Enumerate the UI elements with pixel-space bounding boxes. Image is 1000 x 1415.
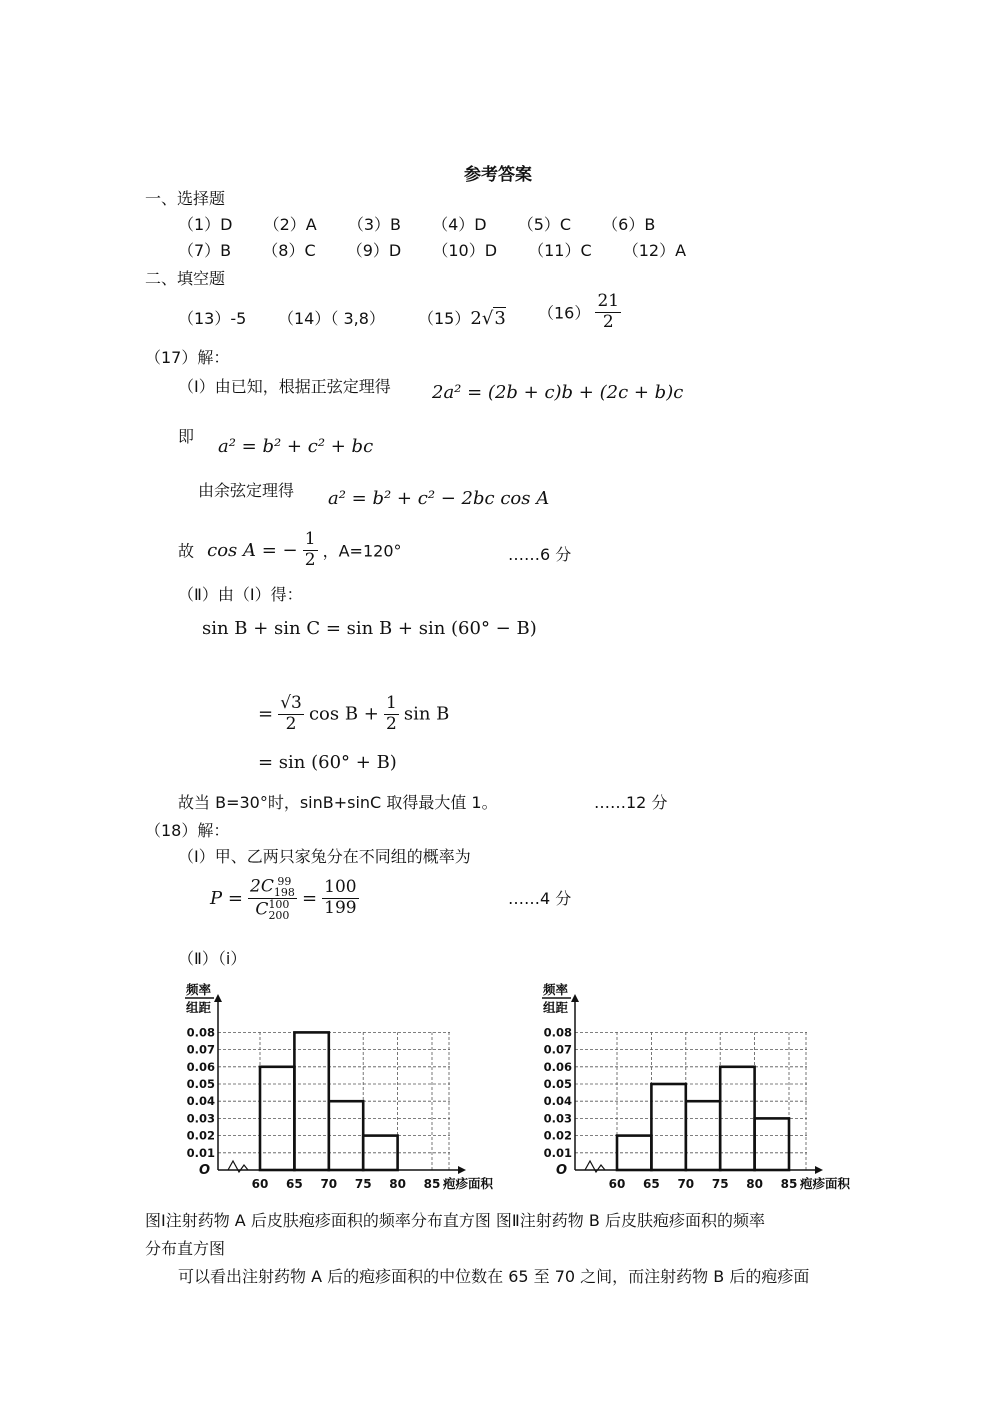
answer-9: （9）D: [346, 241, 402, 260]
y-tick-label: 0.05: [186, 1077, 215, 1091]
x-tick-label: 60: [251, 1177, 269, 1191]
answer-3: （3）B: [347, 215, 402, 234]
y-axis-label-top: 频率: [186, 982, 212, 997]
y-tick-label: 0.08: [543, 1025, 572, 1040]
answer-13: （13）-5: [178, 309, 247, 328]
x-tick-label: 80: [389, 1177, 406, 1191]
answer-16-fraction: [595, 292, 621, 332]
q18-p-den-sup: 100: [268, 898, 290, 911]
x-axis-arrow: [458, 1166, 466, 1174]
answer-15: （15）2√3: [418, 308, 506, 329]
answer-7: （7）B: [178, 241, 232, 260]
y-tick-label: 0.02: [543, 1128, 572, 1143]
q17-eq3: a² = b² + c² − 2bc cos A: [328, 488, 550, 509]
q17-score-12: ……12 分: [594, 793, 668, 812]
x-axis-arrow: [815, 1166, 823, 1174]
answer-15-radicand: 3: [494, 308, 506, 329]
y-tick-label: 0.03: [543, 1111, 572, 1126]
q17-eq5-frac2: [384, 694, 399, 734]
y-axis-label-bottom: 组距: [186, 1000, 212, 1015]
answer-8: （8）C: [262, 241, 316, 260]
figure-caption-cont: 分布直方图: [145, 1239, 226, 1258]
q17-cosA-line: [178, 530, 402, 570]
q17-eq5-mid: cos B +: [308, 703, 379, 725]
q18-score-4: ……4 分: [508, 889, 572, 908]
page-title: 参考答案: [464, 165, 532, 185]
answer-12: （12）A: [622, 241, 687, 260]
y-axis-label-top: 频率: [543, 982, 569, 997]
x-tick-label: 65: [643, 1177, 660, 1191]
q18-p-result: [322, 878, 358, 918]
q17-ji: 即: [178, 427, 195, 446]
answer-6: （6）B: [602, 215, 656, 234]
q18-p-den-sub: 200: [268, 909, 290, 922]
section-heading-fill: 二、填空题: [145, 269, 226, 288]
q18-p-num-sup: 99: [277, 875, 292, 888]
y-tick-label: 0.06: [543, 1059, 572, 1074]
section-heading-choice: 一、选择题: [145, 189, 226, 208]
q18-p-result-num: 100: [324, 877, 357, 898]
origin-label: O: [198, 1163, 210, 1178]
y-tick-label: 0.07: [186, 1042, 215, 1057]
x-tick-label: 65: [286, 1177, 303, 1191]
y-tick-label: 0.01: [186, 1145, 215, 1160]
x-tick-label: 70: [677, 1177, 695, 1191]
answer-15-coef: 2: [470, 308, 482, 329]
x-tick-label: 75: [711, 1177, 729, 1191]
origin-label: O: [555, 1163, 567, 1178]
q17-cosA-num: 1: [304, 529, 316, 549]
q17-part1-text: （Ⅰ）由已知，根据正弦定理得: [178, 377, 391, 396]
q18-p-eq: P =: [210, 888, 243, 909]
answer-15-label: （15）: [418, 309, 471, 328]
q18-p-fraction: [248, 876, 297, 921]
q17-part2-text: （Ⅱ）由（Ⅰ）得：: [178, 585, 303, 604]
answer-10: （10）D: [432, 241, 498, 260]
answers-row-2: [178, 238, 712, 261]
q17-cosA: cos A = −: [207, 539, 298, 561]
answer-1: （1）D: [178, 215, 233, 234]
histogram-bar: [755, 1118, 789, 1170]
q17-eq5-end: sin B: [403, 703, 450, 725]
histogram-drug-a: [178, 978, 518, 1200]
q18-probability-eq: P = 2C 99 198 C 100 200 = $\frac{100}{199}$: [210, 875, 357, 922]
q17-eq5-num2: 1: [385, 693, 397, 713]
answer-16-numerator: 21: [597, 291, 620, 311]
q17-score-6: ……6 分: [508, 545, 572, 564]
q17-conclusion: 故当 B=30°时，sinB+sinC 取得最大值 1。: [178, 793, 498, 812]
y-tick-label: 0.08: [186, 1025, 215, 1040]
y-tick-label: 0.06: [186, 1059, 215, 1074]
x-tick-label: 85: [423, 1177, 441, 1191]
q17-cosA-fraction: [303, 530, 318, 570]
q18-part1-text: （Ⅰ）甲、乙两只家兔分在不同组的概率为: [178, 847, 471, 866]
x-tick-label: 80: [746, 1177, 763, 1191]
q17-eq6: = sin (60° + B): [258, 752, 397, 773]
y-tick-label: 0.07: [543, 1042, 572, 1057]
y-tick-label: 0.05: [543, 1077, 572, 1091]
y-axis-arrow: [214, 994, 222, 1002]
q17-eq4: sin B + sin C = sin B + sin (60° − B): [202, 618, 537, 639]
y-tick-label: 0.01: [543, 1145, 572, 1160]
answer-2: （2）A: [263, 215, 317, 234]
q17-eq2: a² = b² + c² + bc: [218, 436, 374, 457]
q18-p-result-den: 199: [324, 898, 357, 918]
q17-eq5-frac1: [278, 694, 304, 734]
x-axis-label: 疱疹面积: [442, 1176, 494, 1191]
histogram-bar: [651, 1084, 685, 1170]
q17-eq1: 2a² = (2b + c)b + (2c + b)c: [432, 382, 684, 403]
q17-eq5: = $\frac{√3}{2}$ cos B + $\frac{1}{2}$ sin B: [258, 693, 450, 734]
q17-eq5-num1: √3: [280, 693, 302, 713]
y-tick-label: 0.03: [186, 1111, 215, 1126]
q17-label: （17）解：: [145, 348, 230, 367]
x-axis-label: 疱疹面积: [799, 1176, 851, 1191]
q18-p-num-coef: 2C: [250, 876, 274, 897]
answer-16-label: （16）: [538, 303, 591, 323]
x-tick-label: 60: [608, 1177, 626, 1191]
q17-cosA-den: 2: [304, 549, 316, 570]
q18-p-den-c: C: [255, 899, 269, 920]
q17-cos-law-text: 由余弦定理得: [198, 481, 295, 500]
q17-A-result: ，A=120°: [322, 541, 402, 561]
answer-5: （5）C: [517, 215, 572, 234]
y-axis-label-bottom: 组距: [543, 1000, 569, 1015]
y-tick-label: 0.04: [543, 1094, 572, 1109]
q17-eq5-den1: 2: [285, 713, 297, 734]
answer-14: （14）（ 3,8）: [278, 309, 385, 328]
x-tick-label: 70: [320, 1177, 338, 1191]
answer-11: （11）C: [528, 241, 592, 260]
answer-16: [538, 292, 621, 332]
q17-eq5-den2: 2: [385, 713, 397, 734]
answers-row-1: [178, 212, 681, 235]
y-tick-label: 0.04: [186, 1094, 215, 1109]
histogram-drug-b: [535, 978, 880, 1200]
q18-label: （18）解：: [145, 821, 230, 840]
q18-p-num-sub: 198: [273, 886, 295, 899]
answer-4: （4）D: [432, 215, 487, 234]
figure-caption: 图Ⅰ注射药物 A 后皮肤疱疹面积的频率分布直方图 图Ⅱ注射药物 B 后皮肤疱疹面积的频率: [145, 1211, 765, 1230]
q18-part2-text: （Ⅱ）（i）: [178, 949, 247, 968]
x-tick-label: 75: [354, 1177, 372, 1191]
y-axis-arrow: [571, 994, 579, 1002]
x-tick-label: 85: [780, 1177, 798, 1191]
y-tick-label: 0.02: [186, 1128, 215, 1143]
q18-final-line: 可以看出注射药物 A 后的疱疹面积的中位数在 65 至 70 之间，而注射药物 B 后的疱疹面: [178, 1267, 810, 1286]
q17-gu: 故: [178, 541, 195, 561]
answer-16-denominator: 2: [602, 311, 614, 332]
